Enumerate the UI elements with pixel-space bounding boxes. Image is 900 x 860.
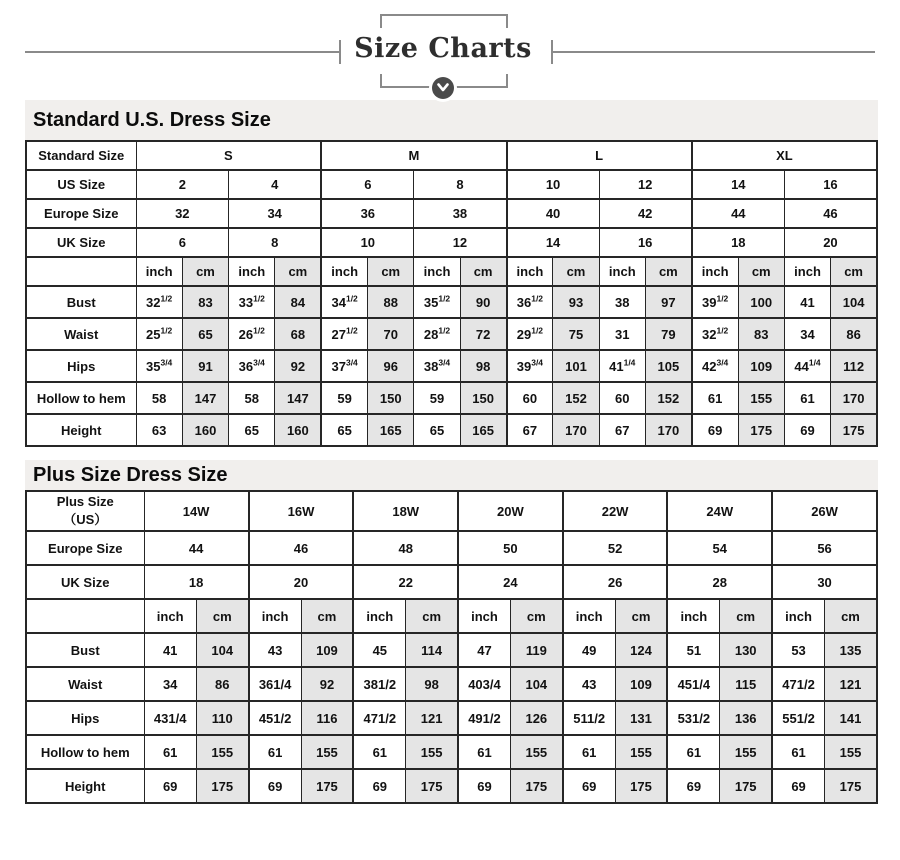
section-header-standard: [25, 100, 878, 140]
unit-cell: cm: [301, 599, 353, 633]
row-label: Bust: [26, 286, 136, 318]
table-row: [26, 286, 877, 318]
size-cell: 52: [563, 531, 668, 565]
measure-cell: 451/4: [667, 667, 719, 701]
measure-cell: $27^{1/2}$: [321, 318, 367, 350]
size-cell: 34: [229, 199, 322, 228]
unit-cell: cm: [720, 599, 772, 633]
measure-cell: 69: [353, 769, 405, 803]
row-label: Plus Size （US）: [26, 491, 144, 531]
measure-cell: 47: [458, 633, 510, 667]
size-cell: 22: [353, 565, 458, 599]
size-cell: 24: [458, 565, 563, 599]
measure-cell: 361/4: [249, 667, 301, 701]
measure-cell: 175: [406, 769, 458, 803]
measure-cell: 43: [249, 633, 301, 667]
row-label: Europe Size: [26, 531, 144, 565]
size-cell: 56: [772, 531, 877, 565]
row-label: Hips: [26, 701, 144, 735]
measure-cell: 60: [507, 382, 553, 414]
unit-cell: inch: [784, 257, 830, 286]
measure-cell: 141: [824, 701, 877, 735]
row-label: UK Size: [26, 228, 136, 257]
measure-cell: 150: [368, 382, 414, 414]
unit-cell: inch: [667, 599, 719, 633]
measure-cell: 61: [353, 735, 405, 769]
unit-cell: cm: [831, 257, 877, 286]
measure-cell: 69: [458, 769, 510, 803]
measure-cell: 511/2: [563, 701, 615, 735]
measure-cell: 112: [831, 350, 877, 382]
measure-cell: 175: [615, 769, 667, 803]
size-cell: 44: [692, 199, 785, 228]
unit-cell: inch: [563, 599, 615, 633]
measure-cell: 165: [460, 414, 506, 446]
size-cell: 8: [414, 170, 507, 199]
table-row: [26, 633, 877, 667]
measure-cell: 65: [414, 414, 460, 446]
measure-cell: 93: [553, 286, 599, 318]
measure-cell: 155: [196, 735, 248, 769]
table-row: [26, 667, 877, 701]
measure-cell: 67: [599, 414, 645, 446]
measure-cell: 69: [692, 414, 738, 446]
measure-cell: $37^{3/4}$: [321, 350, 367, 382]
measure-cell: 67: [507, 414, 553, 446]
table-row: [26, 350, 877, 382]
divider-line-left: [25, 51, 339, 53]
measure-cell: 84: [275, 286, 321, 318]
group-cell: 24W: [667, 491, 772, 531]
row-label: Waist: [26, 318, 136, 350]
unit-cell: inch: [692, 257, 738, 286]
unit-cell: cm: [275, 257, 321, 286]
measure-cell: 170: [553, 414, 599, 446]
measure-cell: $26^{1/2}$: [229, 318, 275, 350]
measure-cell: 175: [301, 769, 353, 803]
size-cell: 18: [692, 228, 785, 257]
measure-cell: $32^{1/2}$: [692, 318, 738, 350]
unit-cell: inch: [249, 599, 301, 633]
table-row: [26, 565, 877, 599]
measure-cell: 43: [563, 667, 615, 701]
measure-cell: 124: [615, 633, 667, 667]
measure-cell: 175: [510, 769, 562, 803]
measure-cell: 105: [645, 350, 691, 382]
measure-cell: 72: [460, 318, 506, 350]
group-cell: L: [507, 141, 692, 170]
measure-cell: $35^{1/2}$: [414, 286, 460, 318]
row-label: Hips: [26, 350, 136, 382]
measure-cell: $28^{1/2}$: [414, 318, 460, 350]
measure-cell: 69: [784, 414, 830, 446]
group-cell: 20W: [458, 491, 563, 531]
size-cell: 28: [667, 565, 772, 599]
table-row: [26, 491, 877, 531]
measure-cell: 130: [720, 633, 772, 667]
group-cell: 14W: [144, 491, 249, 531]
row-label: Hollow to hem: [26, 735, 144, 769]
unit-cell: inch: [772, 599, 824, 633]
measure-cell: 131: [615, 701, 667, 735]
size-cell: 4: [229, 170, 322, 199]
measure-cell: 109: [738, 350, 784, 382]
unit-cell: cm: [615, 599, 667, 633]
measure-cell: 68: [275, 318, 321, 350]
measure-cell: 175: [831, 414, 877, 446]
size-cell: 54: [667, 531, 772, 565]
size-cell: 16: [599, 228, 692, 257]
group-cell: XL: [692, 141, 877, 170]
group-cell: 16W: [249, 491, 354, 531]
measure-cell: 59: [321, 382, 367, 414]
unit-cell: cm: [738, 257, 784, 286]
size-cell: 10: [321, 228, 414, 257]
plus-size-table: [25, 490, 878, 804]
section-title-standard: Standard U.S. Dress Size: [33, 108, 271, 131]
measure-cell: 38: [599, 286, 645, 318]
measure-cell: 100: [738, 286, 784, 318]
row-label: Standard Size: [26, 141, 136, 170]
measure-cell: 175: [720, 769, 772, 803]
measure-cell: $41^{1/4}$: [599, 350, 645, 382]
size-cell: 30: [772, 565, 877, 599]
size-cell: 36: [321, 199, 414, 228]
measure-cell: 121: [406, 701, 458, 735]
size-cell: 46: [249, 531, 354, 565]
measure-cell: 109: [301, 633, 353, 667]
measure-cell: 471/2: [353, 701, 405, 735]
table-row: [26, 199, 877, 228]
section-header-plus: [25, 460, 878, 490]
unit-cell: cm: [553, 257, 599, 286]
measure-cell: 115: [720, 667, 772, 701]
measure-cell: 75: [553, 318, 599, 350]
measure-cell: 160: [275, 414, 321, 446]
measure-cell: 155: [615, 735, 667, 769]
measure-cell: $39^{3/4}$: [507, 350, 553, 382]
size-cell: 14: [507, 228, 600, 257]
table-row: [26, 599, 877, 633]
size-cell: 18: [144, 565, 249, 599]
measure-cell: $39^{1/2}$: [692, 286, 738, 318]
size-cell: 40: [507, 199, 600, 228]
unit-cell: cm: [824, 599, 877, 633]
chevron-down-icon: [432, 77, 454, 99]
measure-cell: 65: [182, 318, 228, 350]
table-row: [26, 701, 877, 735]
measure-cell: 101: [553, 350, 599, 382]
table-row: [26, 257, 877, 286]
measure-cell: 152: [645, 382, 691, 414]
group-cell: S: [136, 141, 321, 170]
size-cell: 20: [249, 565, 354, 599]
measure-cell: 155: [720, 735, 772, 769]
size-cell: 16: [784, 170, 877, 199]
measure-cell: 97: [645, 286, 691, 318]
measure-cell: 59: [414, 382, 460, 414]
measure-cell: 45: [353, 633, 405, 667]
measure-cell: 150: [460, 382, 506, 414]
measure-cell: 60: [599, 382, 645, 414]
measure-cell: $42^{3/4}$: [692, 350, 738, 382]
unit-cell: inch: [599, 257, 645, 286]
size-cell: 48: [353, 531, 458, 565]
measure-cell: 531/2: [667, 701, 719, 735]
measure-cell: 471/2: [772, 667, 824, 701]
standard-size-table: [25, 140, 878, 447]
measure-cell: 31: [599, 318, 645, 350]
table-row: [26, 170, 877, 199]
measure-cell: 381/2: [353, 667, 405, 701]
measure-cell: 70: [368, 318, 414, 350]
table-row: [26, 318, 877, 350]
measure-cell: 152: [553, 382, 599, 414]
size-cell: 32: [136, 199, 229, 228]
measure-cell: 155: [824, 735, 877, 769]
unit-cell: inch: [144, 599, 196, 633]
size-cell: 44: [144, 531, 249, 565]
unit-cell: cm: [406, 599, 458, 633]
row-label: Hollow to hem: [26, 382, 136, 414]
measure-cell: $36^{1/2}$: [507, 286, 553, 318]
measure-cell: 98: [460, 350, 506, 382]
row-label: UK Size: [26, 565, 144, 599]
measure-cell: 61: [563, 735, 615, 769]
measure-cell: 79: [645, 318, 691, 350]
measure-cell: 63: [136, 414, 182, 446]
measure-cell: 98: [406, 667, 458, 701]
unit-cell: cm: [460, 257, 506, 286]
measure-cell: 403/4: [458, 667, 510, 701]
measure-cell: 61: [249, 735, 301, 769]
page-title: Size Charts: [354, 33, 532, 64]
measure-cell: 92: [275, 350, 321, 382]
measure-cell: 147: [275, 382, 321, 414]
group-cell: 22W: [563, 491, 668, 531]
measure-cell: 160: [182, 414, 228, 446]
unit-cell: cm: [510, 599, 562, 633]
measure-cell: 69: [772, 769, 824, 803]
measure-cell: 53: [772, 633, 824, 667]
size-cell: 8: [229, 228, 322, 257]
measure-cell: 147: [182, 382, 228, 414]
size-cell: 42: [599, 199, 692, 228]
measure-cell: $34^{1/2}$: [321, 286, 367, 318]
measure-cell: 61: [784, 382, 830, 414]
size-charts-banner: [0, 0, 900, 100]
size-cell: 26: [563, 565, 668, 599]
measure-cell: 34: [784, 318, 830, 350]
measure-cell: 175: [196, 769, 248, 803]
measure-cell: 104: [831, 286, 877, 318]
row-label: Height: [26, 414, 136, 446]
measure-cell: 121: [824, 667, 877, 701]
measure-cell: 61: [458, 735, 510, 769]
group-cell: 26W: [772, 491, 877, 531]
unit-cell: inch: [458, 599, 510, 633]
measure-cell: $25^{1/2}$: [136, 318, 182, 350]
measure-cell: 61: [144, 735, 196, 769]
measure-cell: 83: [738, 318, 784, 350]
measure-cell: 119: [510, 633, 562, 667]
unit-cell: inch: [136, 257, 182, 286]
unit-cell: inch: [229, 257, 275, 286]
measure-cell: 92: [301, 667, 353, 701]
size-cell: 6: [321, 170, 414, 199]
measure-cell: 175: [738, 414, 784, 446]
row-label: Bust: [26, 633, 144, 667]
measure-cell: 175: [824, 769, 877, 803]
divider-line-right: [553, 51, 875, 53]
measure-cell: 155: [510, 735, 562, 769]
row-label: [26, 257, 136, 286]
measure-cell: 104: [510, 667, 562, 701]
measure-cell: 41: [784, 286, 830, 318]
measure-cell: 431/4: [144, 701, 196, 735]
measure-cell: 61: [692, 382, 738, 414]
measure-cell: $29^{1/2}$: [507, 318, 553, 350]
measure-cell: 90: [460, 286, 506, 318]
unit-cell: cm: [182, 257, 228, 286]
measure-cell: $32^{1/2}$: [136, 286, 182, 318]
size-cell: 12: [599, 170, 692, 199]
measure-cell: 116: [301, 701, 353, 735]
bracket-top-decoration: [380, 14, 508, 28]
unit-cell: inch: [353, 599, 405, 633]
measure-cell: 165: [368, 414, 414, 446]
measure-cell: 96: [368, 350, 414, 382]
unit-cell: inch: [507, 257, 553, 286]
row-label: [26, 599, 144, 633]
table-row: [26, 735, 877, 769]
size-cell: 10: [507, 170, 600, 199]
measure-cell: 135: [824, 633, 877, 667]
measure-cell: 170: [645, 414, 691, 446]
measure-cell: 61: [667, 735, 719, 769]
measure-cell: 86: [831, 318, 877, 350]
measure-cell: 155: [738, 382, 784, 414]
measure-cell: 86: [196, 667, 248, 701]
unit-cell: inch: [414, 257, 460, 286]
divider-tick-left: [339, 40, 341, 64]
unit-cell: cm: [196, 599, 248, 633]
measure-cell: 49: [563, 633, 615, 667]
measure-cell: 155: [406, 735, 458, 769]
measure-cell: 69: [667, 769, 719, 803]
measure-cell: 491/2: [458, 701, 510, 735]
measure-cell: 126: [510, 701, 562, 735]
measure-cell: 58: [136, 382, 182, 414]
unit-cell: inch: [321, 257, 367, 286]
measure-cell: 51: [667, 633, 719, 667]
measure-cell: 83: [182, 286, 228, 318]
measure-cell: $44^{1/4}$: [784, 350, 830, 382]
size-cell: 20: [784, 228, 877, 257]
table-row: [26, 382, 877, 414]
measure-cell: 69: [249, 769, 301, 803]
table-row: [26, 769, 877, 803]
row-label: Waist: [26, 667, 144, 701]
table-row: [26, 531, 877, 565]
measure-cell: 136: [720, 701, 772, 735]
table-row: [26, 414, 877, 446]
measure-cell: 65: [229, 414, 275, 446]
measure-cell: 110: [196, 701, 248, 735]
measure-cell: 451/2: [249, 701, 301, 735]
size-cell: 14: [692, 170, 785, 199]
measure-cell: 65: [321, 414, 367, 446]
measure-cell: $33^{1/2}$: [229, 286, 275, 318]
size-cell: 50: [458, 531, 563, 565]
measure-cell: 88: [368, 286, 414, 318]
group-cell: M: [321, 141, 506, 170]
measure-cell: 69: [563, 769, 615, 803]
size-cell: 12: [414, 228, 507, 257]
measure-cell: 58: [229, 382, 275, 414]
size-cell: 6: [136, 228, 229, 257]
size-cell: 38: [414, 199, 507, 228]
measure-cell: 69: [144, 769, 196, 803]
row-label: Height: [26, 769, 144, 803]
table-row: [26, 228, 877, 257]
section-title-plus: Plus Size Dress Size: [33, 463, 228, 486]
unit-cell: cm: [645, 257, 691, 286]
measure-cell: $35^{3/4}$: [136, 350, 182, 382]
measure-cell: $38^{3/4}$: [414, 350, 460, 382]
size-cell: 2: [136, 170, 229, 199]
measure-cell: 114: [406, 633, 458, 667]
measure-cell: 61: [772, 735, 824, 769]
group-cell: 18W: [353, 491, 458, 531]
measure-cell: 41: [144, 633, 196, 667]
row-label: Europe Size: [26, 199, 136, 228]
row-label: US Size: [26, 170, 136, 199]
measure-cell: 34: [144, 667, 196, 701]
measure-cell: 551/2: [772, 701, 824, 735]
measure-cell: 170: [831, 382, 877, 414]
measure-cell: 109: [615, 667, 667, 701]
unit-cell: cm: [368, 257, 414, 286]
size-cell: 46: [784, 199, 877, 228]
measure-cell: 104: [196, 633, 248, 667]
measure-cell: 91: [182, 350, 228, 382]
table-row: [26, 141, 877, 170]
measure-cell: 155: [301, 735, 353, 769]
measure-cell: $36^{3/4}$: [229, 350, 275, 382]
